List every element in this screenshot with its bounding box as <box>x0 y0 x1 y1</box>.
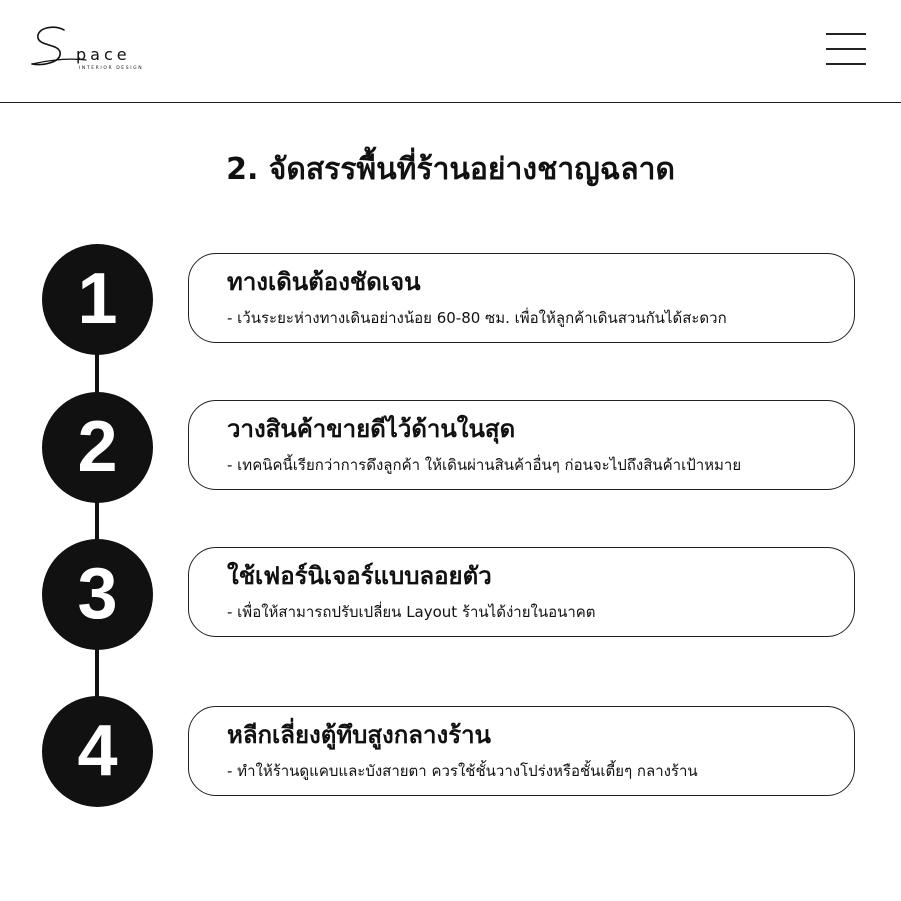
timeline-connector <box>95 350 99 395</box>
timeline-connector <box>95 648 99 700</box>
timeline-connector <box>95 500 99 542</box>
step-card <box>188 400 855 490</box>
menu-line <box>826 33 866 35</box>
step-description: - ทำให้ร้านดูแคบและบังสายตา ควรใช้ชั้นวางโปร่งหรือชั้นเตี้ยๆ กลางร้าน <box>227 762 698 780</box>
site-header <box>0 0 901 103</box>
step-description: - เพื่อให้สามารถปรับเปลี่ยน Layout ร้านได้ง่ายในอนาคต <box>227 603 596 621</box>
step-title: วางสินค้าขายดีไว้ด้านในสุด <box>227 415 516 443</box>
step-number-badge: 1 <box>42 244 153 355</box>
step-description: - เทคนิคนี้เรียกว่าการดึงลูกค้า ให้เดินผ่านสินค้าอื่นๆ ก่อนจะไปถึงสินค้าเป้าหมาย <box>227 456 742 474</box>
step-number-badge: 3 <box>42 539 153 650</box>
menu-line <box>826 48 866 50</box>
step-title: ใช้เฟอร์นิเจอร์แบบลอยตัว <box>227 562 492 590</box>
step-description: - เว้นระยะห่างทางเดินอย่างน้อย 60-80 ซม. เพื่อให้ลูกค้าเดินสวนกันได้สะดวก <box>227 309 727 327</box>
step-title: หลีกเลี่ยงตู้ทึบสูงกลางร้าน <box>227 721 491 749</box>
step-number-badge: 2 <box>42 392 153 503</box>
step-title: ทางเดินต้องชัดเจน <box>227 268 421 296</box>
step-number-badge: 4 <box>42 696 153 807</box>
step-card <box>188 706 855 796</box>
hamburger-menu-icon[interactable] <box>826 33 866 65</box>
logo-wordmark: pace <box>76 45 131 64</box>
menu-line <box>826 63 866 65</box>
space-logo[interactable] <box>30 24 170 76</box>
step-card <box>188 547 855 637</box>
step-card <box>188 253 855 343</box>
page-title: 2. จัดสรรพื้นที่ร้านอย่างชาญฉลาด <box>226 152 675 187</box>
logo-tagline: INTERIOR DESIGN <box>79 66 144 71</box>
